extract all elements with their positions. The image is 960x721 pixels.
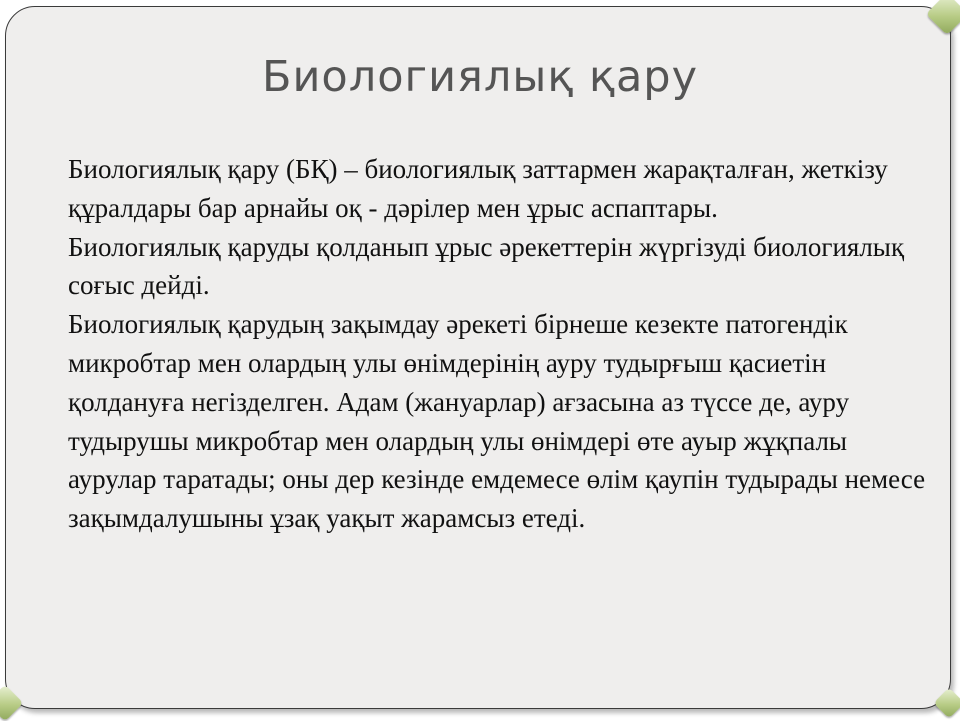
paragraph-damage-effect: Биологиялық қарудың зақымдау әрекеті бірнеше кезекте патогендік микробтар мен олардың улы өнімдерінің ауру тудырғыш қасиетін қолдануға негізделген. Адам (жануарлар) ағзасына аз түссе де, ауру тудырушы микробтар мен олардың улы өнімдері өте ауыр жұқпалы аурулар таратады; оны дер кезінде емдемесе өлім қаупін тудырады немесе зақымдалушыны ұзақ уақыт жарамсыз етеді. [68, 309, 926, 534]
slide-body [68, 150, 928, 538]
corner-gem-bottom-left [0, 685, 23, 721]
corner-gem-bottom-right [933, 687, 960, 718]
slide-title: Биологиялық қару [261, 52, 699, 102]
corner-gem-top-right [926, 0, 960, 35]
paragraph-definition: Биологиялық қару (БҚ) – биологиялық заттармен жарақталған, жеткізу құралдары бар арнайы оқ - дәрілер мен ұрыс аспаптары. [68, 154, 888, 223]
paragraph-biological-warfare: Биологиялық қаруды қолданып ұрыс әрекеттерін жүргізуді биологиялық соғыс дейді. [68, 231, 905, 301]
